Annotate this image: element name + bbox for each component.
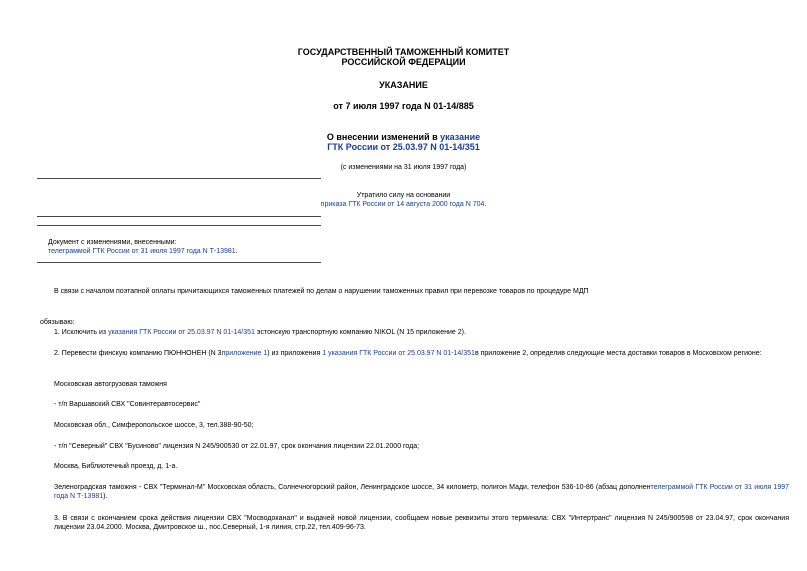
zelenograd-text: Зеленоградская таможня - СВХ "Терминал-М" Московская область, Солнечногорский район, Ленинградское шоссе, 34 километр, полигон Мади, телефон 536-10-86 (абзац дополнен (54, 484, 651, 491)
address-biblioteka: Москва, Библиотечный проезд, д. 1-а. (54, 463, 178, 470)
document-date: от 7 июля 1997 года N 01-14/885 (333, 101, 474, 111)
item-2 (40, 349, 789, 358)
svh-varshavsky: - т/п Варшавский СВХ "Совинтеравтосервис" (54, 401, 201, 408)
item-3: 3. В связи с окончанием срока действия лицензии СВХ "Мосводоканал" и выдачей новой лицензии, сообщаем новые реквизиты этого терминала: СВХ "Интертранс" лицензия N 245/900598 от 23.04.97, срок окончания лицензии 23.04.2000. Москва, Дмитровское ш., пос.Северный, 1-я линия, стр.22, тел.409-96-73. (54, 515, 789, 531)
divider (37, 178, 321, 179)
document-type: УКАЗАНИЕ (379, 80, 428, 90)
committee-line-2: РОССИЙСКОЙ ФЕДЕРАЦИИ (341, 57, 466, 67)
item-2-text: 2. Перевести финскую компанию ПЮННОНЕН (N 3 (54, 350, 222, 357)
item-2-mid: ) из приложения (267, 350, 323, 357)
item-1-text: 1. Исключить из (54, 329, 109, 336)
moscow-customs: Московская автогрузовая таможня (54, 381, 167, 388)
amendments-note: (с изменениями на 31 июля 1997 года) (340, 164, 467, 171)
validity-text: Утратило силу на основании (356, 192, 451, 199)
intro-paragraph: В связи с началом поэтапной оплаты причитающихся таможенных платежей по делам о нарушении таможенных правил при перевозке товаров по процедуре МДП (54, 288, 589, 295)
revisions-end: . (235, 248, 238, 255)
subject-link[interactable]: указание (440, 132, 481, 142)
divider (37, 216, 321, 217)
revisions-link[interactable]: телеграммой ГТК России от 31 июля 1997 года N Т-13981 (48, 248, 236, 255)
svh-severny: - т/п "Северный" СВХ "Бусиново" лицензия N 245/900530 от 22.01.97, срок окончания лицензии 22.01.2000 года; (54, 443, 420, 450)
validity-link[interactable]: приказа ГТК России от 14 августа 2000 года N 704 (320, 201, 485, 208)
subject-link-2[interactable]: ГТК России от 25.03.97 N 01-14/351 (327, 142, 480, 152)
item-1-link[interactable]: указания ГТК России от 25.03.97 N 01-14/351 (108, 329, 255, 336)
divider (37, 225, 321, 226)
item-2-end: в приложение 2, определив следующие места доставки товаров в Московском регионе: (474, 350, 762, 357)
zelenograd-link[interactable]: телеграммой ГТК России от 31 июля 1997 года N Т-13981 (54, 484, 790, 500)
item-1 (40, 328, 789, 337)
document-subject (0, 132, 807, 152)
zelenograd-end: ). (103, 493, 108, 500)
committee-name (0, 47, 807, 67)
address-simferopol: Московская обл., Симферопольское шоссе, 3, тел.388-90-50; (54, 422, 254, 429)
validity-end: . (484, 201, 487, 208)
revisions-note (48, 238, 448, 256)
revisions-label: Документ с изменениями, внесенными: (48, 239, 177, 246)
zelenograd-paragraph (40, 483, 789, 501)
divider (37, 262, 321, 263)
item-1-end: эстонскую транспортную компанию NIKOL (N 15 приложение 2). (254, 329, 466, 336)
item-2-link-2[interactable]: 1 указания ГТК России от 25.03.97 N 01-14/351 (322, 350, 475, 357)
committee-line-1: ГОСУДАРСТВЕННЫЙ ТАМОЖЕННЫЙ КОМИТЕТ (297, 47, 510, 57)
validity-note (0, 191, 807, 209)
subject-prefix: О внесении изменений в (326, 132, 441, 142)
item-2-link-1[interactable]: приложение 1 (221, 350, 268, 357)
obliges-line: обязываю: (40, 319, 75, 326)
